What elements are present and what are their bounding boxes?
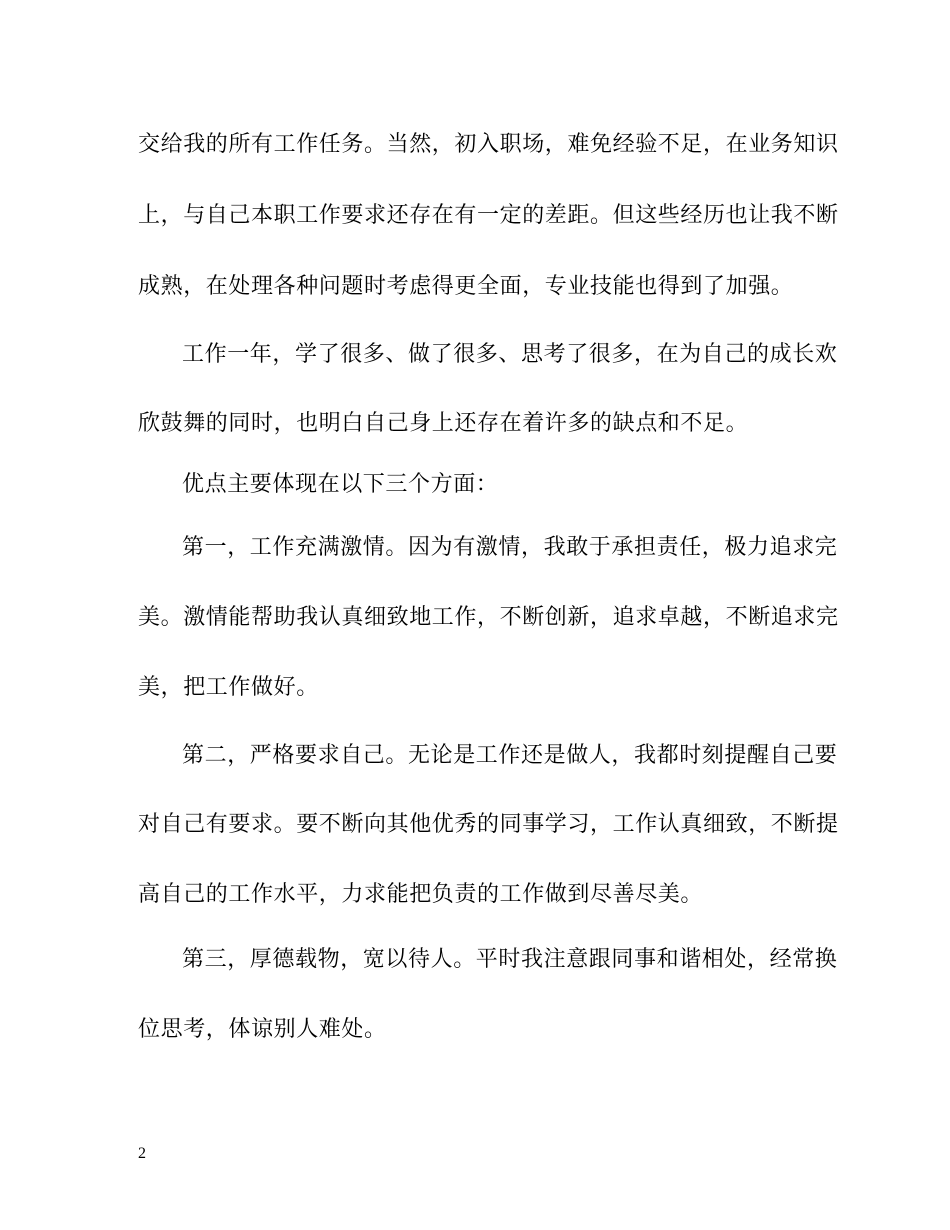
text-line: 成熟，在处理各种问题时考虑得更全面，专业技能也得到了加强。 — [138, 274, 794, 299]
paragraph-first-line: 第三，厚德载物，宽以待人。平时我注意跟同事和谐相处，经常换 — [182, 947, 838, 972]
text-line: 高自己的工作水平，力求能把负责的工作做到尽善尽美。 — [138, 882, 704, 907]
paragraph-first-line: 第一，工作充满激情。因为有激情，我敢于承担责任，极力追求完 — [182, 535, 838, 560]
paragraph-first-line: 工作一年，学了很多、做了很多、思考了很多，在为自己的成长欢 — [182, 342, 838, 367]
text-line: 位思考，体谅别人难处。 — [138, 1017, 387, 1042]
text-line: 美。激情能帮助我认真细致地工作，不断创新，追求卓越，不断追求完 — [138, 605, 839, 630]
text-line: 对自己有要求。要不断向其他优秀的同事学习，工作认真细致，不断提 — [138, 812, 839, 837]
text-line: 交给我的所有工作任务。当然，初入职场，难免经验不足，在业务知识 — [138, 132, 839, 157]
page-number: 2 — [138, 1145, 146, 1162]
paragraph-first-line: 优点主要体现在以下三个方面： — [182, 472, 499, 497]
text-line: 欣鼓舞的同时，也明白自己身上还存在着许多的缺点和不足。 — [138, 411, 749, 436]
text-line: 美，把工作做好。 — [138, 675, 319, 700]
paragraph-first-line: 第二，严格要求自己。无论是工作还是做人，我都时刻提醒自己要 — [182, 743, 838, 768]
text-line: 上，与自己本职工作要求还存在有一定的差距。但这些经历也让我不断 — [138, 203, 839, 228]
